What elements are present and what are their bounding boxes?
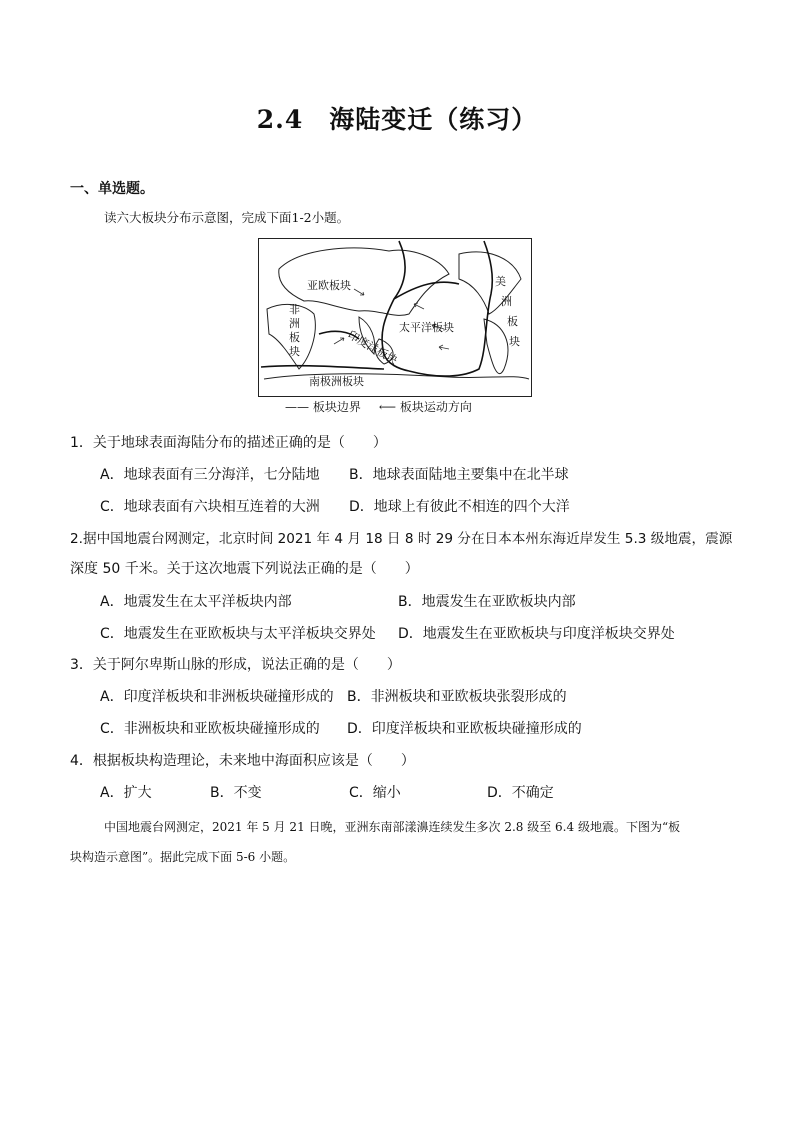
q3-option-a: A．印度洋板块和非洲板块碰撞形成的 xyxy=(100,689,334,705)
svg-text:板: 板 xyxy=(289,331,300,344)
q4-option-c: C．缩小 xyxy=(349,785,401,801)
q1-option-d: D．地球上有彼此不相连的四个大洋 xyxy=(349,499,570,515)
map-legend xyxy=(285,398,472,415)
svg-text:美: 美 xyxy=(495,275,506,288)
legend-boundary: —— 板块边界 xyxy=(285,400,361,414)
label-antarctic: 南极洲板块 xyxy=(309,375,364,388)
q2-option-b: B．地震发生在亚欧板块内部 xyxy=(398,594,576,610)
plate-map xyxy=(258,238,532,397)
q2-option-a: A．地震发生在太平洋板块内部 xyxy=(100,594,292,610)
q2-option-c: C．地震发生在亚欧板块与太平洋板块交界处 xyxy=(100,626,376,642)
label-eurasian: 亚欧板块 xyxy=(307,279,351,292)
intro2-line2: 块构造示意图”。据此完成下面 5-6 小题。 xyxy=(70,850,296,864)
question-4-stem: 4．根据板块构造理论，未来地中海面积应该是（ ） xyxy=(70,753,415,769)
q1-option-a: A．地球表面有三分海洋，七分陆地 xyxy=(100,467,320,483)
svg-text:洲: 洲 xyxy=(501,295,512,308)
page-title: 2.4 海陆变迁（练习） xyxy=(256,105,538,134)
q4-option-b: B．不变 xyxy=(210,785,262,801)
svg-text:块: 块 xyxy=(289,345,300,358)
question-3-stem: 3．关于阿尔卑斯山脉的形成，说法正确的是（ ） xyxy=(70,657,401,673)
q4-option-a: A．扩大 xyxy=(100,785,152,801)
question-1-stem: 1．关于地球表面海陆分布的描述正确的是（ ） xyxy=(70,435,387,451)
question-2-stem: 2.据中国地震台网测定，北京时间 2021 年 4 月 18 日 8 时 29 分在日本本州东海近岸发生 5.3 级地震，震源 xyxy=(70,531,733,547)
q1-option-b: B．地球表面陆地主要集中在北半球 xyxy=(349,467,569,483)
svg-text:板: 板 xyxy=(507,315,518,328)
plate-map-svg xyxy=(259,239,531,396)
label-indian: 印度洋板块 xyxy=(345,328,400,368)
question-2-stem-line2: 深度 50 千米。关于这次地震下列说法正确的是（ ） xyxy=(70,561,419,577)
svg-text:洲: 洲 xyxy=(289,317,300,330)
q3-option-b: B．非洲板块和亚欧板块张裂形成的 xyxy=(347,689,567,705)
svg-text:非: 非 xyxy=(289,303,300,316)
section-heading: 一、单选题。 xyxy=(70,181,154,197)
q4-option-d: D．不确定 xyxy=(487,785,554,801)
q1-option-c: C．地球表面有六块相互连着的大洲 xyxy=(100,499,320,515)
intro-text: 读六大板块分布示意图，完成下面1-2小题。 xyxy=(104,210,350,225)
label-african-vertical xyxy=(289,302,300,358)
label-pacific: 太平洋板块 xyxy=(399,321,454,334)
q3-option-c: C．非洲板块和亚欧板块碰撞形成的 xyxy=(100,721,320,737)
legend-direction: ⟵ 板块运动方向 xyxy=(378,400,472,414)
label-american-vertical xyxy=(495,275,520,348)
q2-option-d: D．地震发生在亚欧板块与印度洋板块交界处 xyxy=(398,626,675,642)
q3-option-d: D．印度洋板块和亚欧板块碰撞形成的 xyxy=(347,721,582,737)
svg-text:块: 块 xyxy=(509,335,520,348)
intro2-line1: 中国地震台网测定，2021 年 5 月 21 日晚，亚洲东南部漾濞连续发生多次 2.8 级至 6.4 级地震。下图为“板 xyxy=(104,820,681,834)
